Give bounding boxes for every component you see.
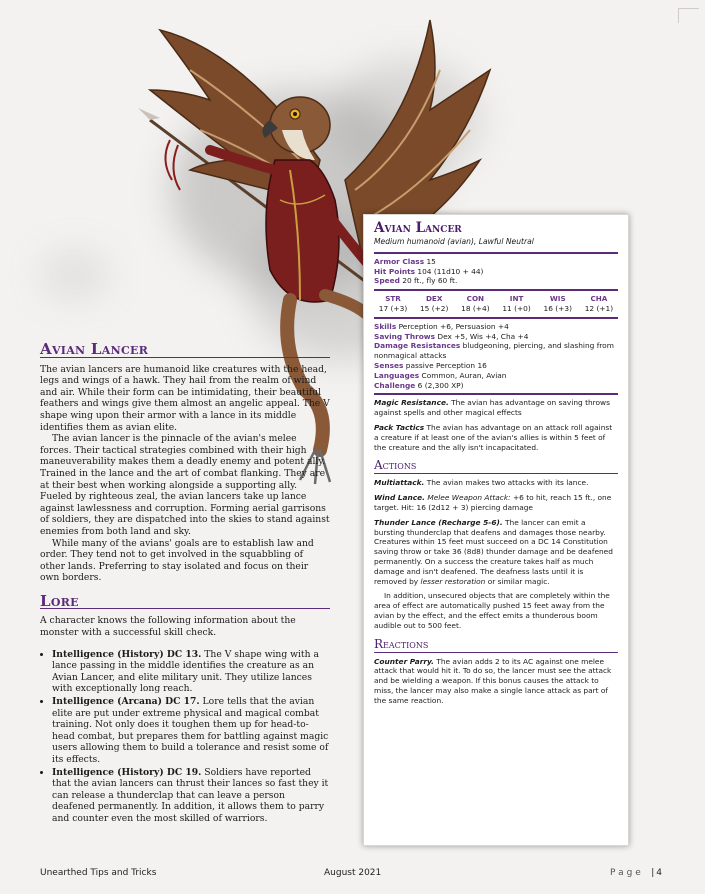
saving-throws-value: Dex +5, Wis +4, Cha +4 — [435, 331, 529, 341]
section-reactions: Reactions — [374, 637, 618, 653]
skills-value: Perception +6, Persuasion +4 — [396, 321, 509, 331]
divider — [374, 393, 618, 395]
hit-points-label: Hit Points — [374, 266, 416, 276]
challenge — [374, 381, 618, 391]
description-paragraph: The avian lancers are humanoid like creatures with the head, legs and wings of a hawk. They hail from the realm of wind and air. While their form can be intimidating, their beautiful feathers and wings give them almost an angelic appeal. The V shape wing upon their armor with a lance in its middle identifies them as avian elite. — [40, 363, 330, 433]
trait-magic-resistance — [374, 398, 618, 418]
section-title-avian-lancer: Avian Lancer — [40, 344, 330, 358]
lore-item — [52, 767, 330, 825]
trait-pack-tactics — [374, 423, 618, 452]
section-actions: Actions — [374, 458, 618, 474]
speed-value: 20 ft., fly 60 ft. — [399, 276, 458, 286]
senses-label: Senses — [374, 360, 404, 370]
ability-dex — [415, 294, 453, 314]
action-thunder-lance-extra: In addition, unsecured objects that are completely within the area of effect are automatically pushed 15 feet away from the avian by the effect, and the effect emits a thunderous boom audible out to 500 feet. — [374, 591, 610, 630]
lore-check: Intelligence (History) DC 19. — [52, 766, 202, 778]
footer-date: August 2021 — [324, 868, 382, 878]
page-label: Page — [610, 868, 644, 878]
action-text: +6 to hit, reach 15 ft., one target. Hit: 16 (2d12 + 3) piercing damage — [374, 493, 612, 512]
ability-value: 16 (+3) — [543, 303, 572, 313]
lore-text: Lore tells that the avian elite are put under extreme physical and magical combat training. Not only does it toughen them up for head-to-head combat, but prepares them for battling against magic users allowing them to build a tolerance and resist some of its effects. — [52, 696, 329, 765]
trait-text: The avian has advantage on saving throws against spells and other magical effects — [374, 398, 610, 418]
lore-item — [52, 696, 330, 766]
reaction-counter-parry — [374, 657, 618, 706]
action-thunder-lance — [374, 518, 618, 587]
description-paragraph: The avian lancer is the pinnacle of the avian's melee forces. Their tactical strategies combined with their high maneuverability makes them a deadly enemy and potent ally. Trained in the lance and the art of combat flanking. They are at their best when working alongside a supporting ally. Fueled by righteous zeal, the avian lancers take up lance against lawlessness and corruption. Forming aerial garrisons of soldiers, they are dispatched into the skies to stand against enemies from both land and sky. — [40, 433, 330, 537]
attack-type: Melee Weapon Attack: — [424, 493, 511, 503]
challenge-label: Challenge — [374, 380, 416, 390]
damage-resistances — [374, 341, 618, 361]
ability-name: CON — [466, 294, 485, 304]
lore-item — [52, 649, 330, 695]
armor-class — [374, 257, 618, 267]
ability-con — [456, 294, 494, 314]
action-name: Thunder Lance (Recharge 5-6). — [374, 517, 503, 527]
ability-name: DEX — [425, 294, 443, 304]
ability-int — [498, 294, 536, 314]
lore-check: Intelligence (Arcana) DC 17. — [52, 696, 200, 708]
skills — [374, 322, 618, 332]
lore-list — [40, 649, 330, 825]
reaction-name: Counter Parry. — [374, 656, 434, 666]
page-footer — [40, 868, 680, 882]
footer-page — [610, 868, 662, 878]
senses-value: passive Perception 16 — [403, 360, 487, 370]
lore-check: Intelligence (History) DC 13. — [52, 648, 202, 660]
action-text: The lancer can emit a bursting thunderclap that deafens and damages those nearby. Creatures within 15 feet must succeed on a DC 14 Constitution saving throw or take 36 (8d8) thunder damage and be deafened permanently. On a success the creature takes half as much damage and isn't deafened. The deafness lasts until it is removed by — [374, 517, 613, 586]
armor-class-value: 15 — [424, 256, 436, 266]
action-name: Multiattack. — [374, 478, 425, 488]
languages — [374, 371, 618, 381]
ability-value: 17 (+3) — [378, 303, 408, 313]
ability-cha — [580, 294, 618, 314]
speed-label: Speed — [374, 276, 400, 286]
ability-name: STR — [385, 294, 401, 304]
ability-str — [374, 294, 412, 314]
hit-points — [374, 267, 618, 277]
hit-points-value: 104 (11d10 + 44) — [415, 266, 484, 276]
languages-value: Common, Auran, Avian — [419, 370, 507, 380]
trait-name: Pack Tactics — [374, 422, 425, 432]
divider — [374, 289, 618, 291]
ability-name: INT — [509, 294, 524, 304]
action-name: Wind Lance. — [374, 493, 425, 503]
lore-text: The V shape wing with a lance passing in the middle identifies the creature as an Avian Lancer, and elite military unit. They utilize lances with exceptionally long reach. — [52, 648, 319, 695]
ink-splatter — [40, 250, 110, 300]
description-paragraph: While many of the avians' goals are to establish law and order. They tend not to get involved in the squabbling of other lands. Preferring to stay isolated and focus on their own borders. — [40, 537, 314, 584]
divider — [374, 252, 618, 254]
section-title-lore: Lore — [40, 596, 330, 610]
stat-block — [363, 214, 629, 846]
action-text: The avian makes two attacks with its lance. — [424, 478, 589, 488]
statblock-name: Avian Lancer — [374, 220, 462, 236]
ability-value: 18 (+4) — [461, 303, 490, 313]
ability-name: CHA — [590, 294, 608, 304]
lore-intro: A character knows the following information about the monster with a successful skill check. — [40, 615, 296, 639]
page-corner-tab — [678, 8, 699, 23]
ability-value: 12 (+1) — [584, 303, 614, 313]
languages-label: Languages — [374, 370, 420, 380]
ability-name: WIS — [549, 294, 566, 304]
challenge-value: 6 (2,300 XP) — [415, 380, 464, 390]
statblock-subtitle: Medium humanoid (avian), Lawful Neutral — [374, 237, 534, 246]
divider — [374, 317, 618, 319]
speed — [374, 276, 618, 286]
senses — [374, 361, 618, 371]
ability-scores — [374, 294, 618, 314]
action-multiattack — [374, 478, 618, 488]
trait-text: The avian has advantage on an attack roll against a creature if at least one of the avian's allies is within 5 feet of the creature and the ally isn't incapacitated. — [374, 422, 613, 452]
lore-text: Soldiers have reported that the avian lancers can thrust their lances so fast they it can release a thunderclap that can leave a person deafened permanently. In addition, it allows them to parry and counter even the most skilled of warriors. — [52, 766, 329, 824]
action-wind-lance — [374, 493, 618, 513]
footer-publication: Unearthed Tips and Tricks — [40, 868, 157, 878]
action-text-end: or similar magic. — [485, 576, 550, 586]
damage-resistances-label: Damage Resistances — [374, 341, 461, 351]
ability-wis — [539, 294, 577, 314]
trait-name: Magic Resistance. — [374, 398, 449, 408]
page-number: 4 — [656, 868, 662, 878]
reaction-text: The avian adds 2 to its AC against one melee attack that would hit it. To do so, the lancer must see the attack and be wielding a weapon. If this bonus causes the attack to miss, the lancer may also make a single lance attack as part of the same reaction. — [374, 656, 612, 705]
page-separator: | — [651, 868, 655, 878]
saving-throws — [374, 332, 618, 342]
damage-resistances-value: bludgeoning, piercing, and slashing from nonmagical attacks — [374, 341, 614, 361]
skills-label: Skills — [374, 321, 397, 331]
ability-value: 15 (+2) — [419, 303, 449, 313]
lore-column — [40, 340, 330, 826]
ability-value: 11 (+0) — [502, 303, 531, 313]
armor-class-label: Armor Class — [374, 256, 425, 266]
saving-throws-label: Saving Throws — [374, 331, 436, 341]
spell-name: lesser restoration — [420, 576, 486, 586]
